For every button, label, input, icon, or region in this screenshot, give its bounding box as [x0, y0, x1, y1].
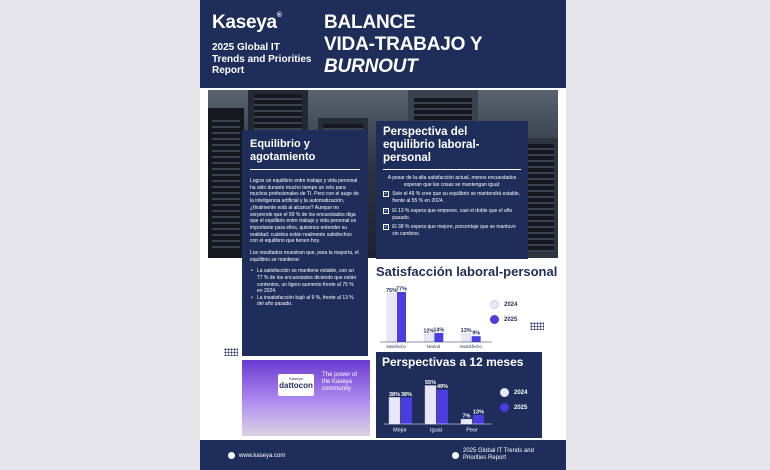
footer-url[interactable] [228, 452, 285, 459]
category-label: Mejor [393, 427, 407, 434]
perspective-heading: Perspectiva del equilibrio laboral-personal [383, 126, 521, 170]
data-label: 55% [424, 380, 437, 386]
checkbox-icon: ✓ [384, 191, 389, 198]
outlook-chart-title: Perspectivas a 12 meses [382, 355, 524, 369]
legend-label: 2024 [514, 389, 528, 396]
balance-heading: Equilibrio y agotamiento [250, 138, 360, 170]
perspective-check-item [383, 191, 521, 204]
category-label: Satisfecho [386, 344, 406, 350]
bar-2025-satisfecho [397, 292, 406, 342]
legend-swatch-2024 [500, 388, 509, 397]
footer-url-text: www.kaseya.com [239, 452, 286, 459]
checkbox-icon: ✓ [384, 224, 389, 231]
perspective-intro: A pesar de la alta satisfacción actual, menos encuestados esperan que las cosas se mantengan igual: [387, 175, 517, 188]
page-footer [200, 440, 566, 470]
balance-card [242, 130, 368, 356]
legend-swatch-2024 [490, 300, 499, 309]
left-background [0, 0, 200, 470]
bar-2024-satisfecho [387, 293, 396, 342]
data-label: 13% [460, 328, 472, 335]
dot-pattern [530, 322, 544, 330]
legend-item-2025 [490, 315, 517, 324]
bar-2024-mejor [389, 397, 400, 424]
outlook-chart [382, 370, 492, 436]
bar-2025-peor [473, 415, 484, 424]
footer-report [452, 448, 543, 462]
building [208, 108, 244, 258]
data-label: 38% [400, 391, 413, 398]
balance-paragraph-2: Los resultados muestran que, para la mayoría, el equilibrio se mantiene: [250, 250, 359, 263]
data-label: 9% [472, 330, 481, 337]
page-header [200, 0, 566, 88]
category-label: Neutral [426, 344, 441, 350]
perspective-card [376, 121, 528, 259]
bar-2024-insatisfecho [462, 334, 471, 342]
balance-paragraph-1: Lograr un equilibrio entre trabajo y vida personal ha sido durante mucho tiempo un reto para muchos profesionales de TI. Pero con el auge de la inteligencia artificial y la automatización, ¿finalmente está al alcance? Aunque no sorprende que el 99 % de los encuestados diga que el equilibrio entre trabajo y vida personal es importante para ellos, quisimos entender su realidad: cuántos están realmente satisfechos con el equilibrio que tienen hoy. [250, 178, 359, 245]
checkbox-icon: ✓ [384, 207, 389, 214]
satisfaction-legend [490, 300, 517, 330]
right-background [566, 0, 770, 470]
balance-bullet-list [250, 268, 360, 308]
satisfaction-chart [376, 282, 496, 352]
title-line-3: BURNOUT [324, 56, 418, 77]
globe-icon [228, 452, 235, 459]
community-wall-text: The power of the Kaseya community [322, 372, 358, 392]
data-label: 49% [436, 384, 449, 391]
legend-label: 2024 [504, 301, 518, 308]
data-label: 14% [433, 327, 445, 334]
check-text: El 38 % espera que mejore, porcentaje que se mantuvo sin cambios. [392, 224, 516, 237]
satisfaction-chart-title: Satisfacción laboral-personal [376, 264, 558, 279]
check-text: Solo el 49 % cree que su equilibrio se mantendrá estable, frente al 55 % en 2024. [392, 191, 521, 205]
data-label: 12% [423, 328, 435, 335]
balance-bullet: • La insatisfacción bajó al 9 %, frente al 13 % del año pasado. [250, 295, 360, 308]
legend-item-2024 [490, 300, 517, 309]
data-label: 13% [472, 409, 485, 416]
bar-2025-insatisfecho [472, 336, 481, 342]
dattocon-sign: Kaseya dattocon [278, 374, 314, 396]
bar-2024-neutral [424, 334, 433, 342]
title-line-1: BALANCE [324, 12, 416, 33]
category-label: Igual [430, 427, 442, 434]
legend-swatch-2025 [500, 403, 509, 412]
balance-bullet: • La satisfacción se mantiene estable, con un 77 % de los encuestados diciendo que están contentos, un ligero aumento frente al 75 % en 2024. [250, 268, 360, 294]
dattocon-event-photo [242, 360, 370, 436]
bar-2024-peor [461, 419, 472, 424]
dot-pattern [224, 348, 238, 356]
data-label: 7% [462, 413, 471, 420]
kaseya-logo: Kaseya® [212, 12, 282, 33]
bar-2024-igual [425, 386, 436, 425]
perspective-check-item [383, 224, 521, 237]
bar-2025-mejor [401, 397, 412, 424]
data-label: 38% [388, 391, 401, 398]
outlook-card [376, 352, 542, 438]
data-label: 75% [385, 287, 398, 294]
footer-report-text: 2025 Global IT Trends and Priorities Report [463, 448, 534, 461]
bar-2025-igual [437, 390, 448, 424]
legend-item-2025 [500, 403, 527, 412]
outlook-legend [500, 388, 527, 418]
data-label: 77% [395, 286, 408, 293]
legend-label: 2025 [504, 316, 518, 323]
bar-2025-neutral [434, 333, 443, 342]
report-page [200, 0, 566, 470]
legend-label: 2025 [514, 404, 528, 411]
page-title [324, 12, 564, 78]
perspective-check-item [383, 208, 521, 221]
check-text: El 13 % espera que empeore, casi el doble que el año pasado. [392, 207, 513, 221]
legend-swatch-2025 [490, 315, 499, 324]
report-icon [452, 452, 459, 459]
title-line-2: VIDA-TRABAJO Y [324, 34, 483, 55]
legend-item-2024 [500, 388, 527, 397]
category-label: Insatisfecho [459, 344, 482, 350]
report-name: 2025 Global IT Trends and Priorities Report [212, 42, 312, 76]
category-label: Peor [466, 427, 478, 434]
